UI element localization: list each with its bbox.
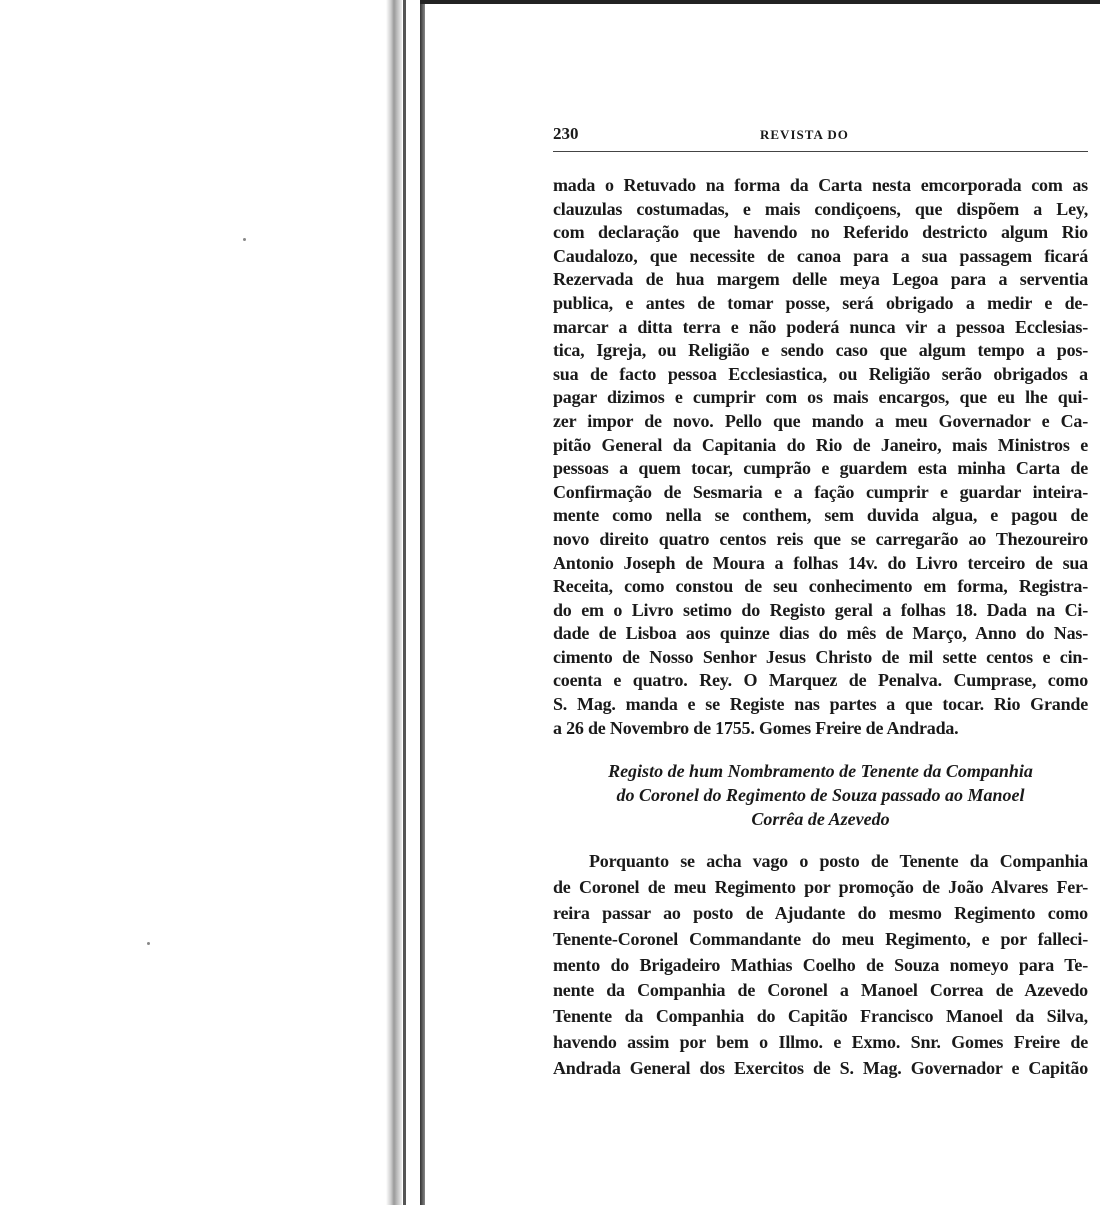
page-gutter-edge bbox=[420, 0, 425, 1205]
text-line: havendo assim por bem o Illmo. e Exmo. Snr. Gomes Freire de bbox=[553, 1032, 1088, 1053]
scan-speck bbox=[243, 238, 246, 241]
text-line: Andrada General dos Exercitos de S. Mag. Governador e Capitão bbox=[553, 1058, 1088, 1079]
text-line: mada o Retuvado na forma da Carta nesta emcorporada com as bbox=[553, 175, 1088, 195]
heading-line: Corrêa de Azevedo bbox=[751, 809, 890, 829]
text-line: com declaração que havendo no Referido destricto algum Rio bbox=[553, 222, 1088, 243]
text-line: reira passar ao posto de Ajudante do mesmo Regimento como bbox=[553, 902, 1088, 923]
heading-line: Registo de hum Nombramento de Tenente da Companhia bbox=[608, 761, 1033, 781]
text-line: Antonio Joseph de Moura a folhas 14v. do Livro terceiro de sua bbox=[553, 552, 1088, 573]
text-line: mento do Brigadeiro Mathias Coelho de Souza nomeyo para Te- bbox=[553, 954, 1088, 975]
text-line: marcar a ditta terra e não poderá nunca vir a pessoa Ecclesias- bbox=[553, 316, 1088, 337]
heading-line: do Coronel do Regimento de Souza passado ao Manoel bbox=[616, 785, 1025, 805]
page-number: 230 bbox=[553, 124, 579, 143]
text-line: Tenente-Coronel Commandante do meu Regimento, e por falleci- bbox=[553, 928, 1088, 949]
text-line: sua de facto pessoa Ecclesiastica, ou Religião serão obrigados a bbox=[553, 363, 1088, 384]
text-line: pagar dizimos e cumprir com os mais encargos, que eu lhe qui- bbox=[553, 387, 1088, 408]
text-line: Rezervada de hua margem delle meya Legoa para a serventia bbox=[553, 269, 1088, 290]
text-line: a 26 de Novembro de 1755. Gomes Freire de Andrada. bbox=[553, 717, 959, 738]
text-line: dade de Lisboa aos quinze dias do mês de Março, Anno do Nas- bbox=[553, 623, 1088, 644]
text-line: Tenente da Companhia do Capitão Francisco Manoel da Silva, bbox=[553, 1006, 1088, 1027]
text-line: S. Mag. manda e se Registe nas partes a que tocar. Rio Grande bbox=[553, 694, 1088, 715]
text-line: do em o Livro setimo do Registo geral a folhas 18. Dada na Ci- bbox=[553, 599, 1088, 620]
book-binding-shadow bbox=[386, 0, 402, 1205]
text-line: Confirmação de Sesmaria e a fação cumprir e guardar inteira- bbox=[553, 481, 1088, 502]
text-line: Receita, como constou de seu conhecimento em forma, Registra- bbox=[553, 576, 1088, 597]
text-line: publica, e antes de tomar posse, será obrigado a medir e de- bbox=[553, 292, 1088, 313]
header-rule bbox=[553, 151, 1088, 152]
text-line: Caudalozo, que necessite de canoa para a sua passagem ficará bbox=[553, 245, 1088, 266]
text-line: clauzulas costumadas, e mais condiçoens, que dispõem a Ley, bbox=[553, 198, 1088, 219]
paragraph-1 bbox=[553, 174, 1088, 740]
text-line: cimento de Nosso Senhor Jesus Christo de mil sette centos e cin- bbox=[553, 646, 1088, 667]
text-line: nente da Companhia de Coronel a Manoel Correa de Azevedo bbox=[553, 980, 1088, 1001]
book-binding-edge bbox=[403, 0, 406, 1205]
text-line: Porquanto se acha vago o posto de Tenente da Companhia bbox=[589, 851, 1088, 871]
paragraph-2 bbox=[553, 849, 1088, 1082]
text-line: pessoas a quem tocar, cumprão e guardem esta minha Carta de bbox=[553, 458, 1088, 479]
text-line: mente como nella se conthem, sem duvida algua, e pagou de bbox=[553, 505, 1088, 526]
text-line: novo direito quatro centos reis que se carregarão ao Thezoureiro bbox=[553, 528, 1088, 549]
text-line: pitão General da Capitania do Rio de Janeiro, mais Ministros e bbox=[553, 434, 1088, 455]
page-top-edge bbox=[420, 0, 1100, 4]
text-line: zer impor de novo. Pello que mando a meu Governador e Ca- bbox=[553, 410, 1088, 431]
text-line: tica, Igreja, ou Religião e sendo caso que algum tempo a pos- bbox=[553, 340, 1088, 361]
scan-speck bbox=[147, 942, 150, 945]
running-title: REVISTA DO bbox=[760, 127, 849, 142]
text-line: de Coronel de meu Regimento por promoção de João Alvares Fer- bbox=[553, 876, 1088, 897]
text-line: coenta e quatro. Rey. O Marquez de Penalva. Cumprase, como bbox=[553, 670, 1088, 691]
section-heading bbox=[553, 759, 1088, 831]
